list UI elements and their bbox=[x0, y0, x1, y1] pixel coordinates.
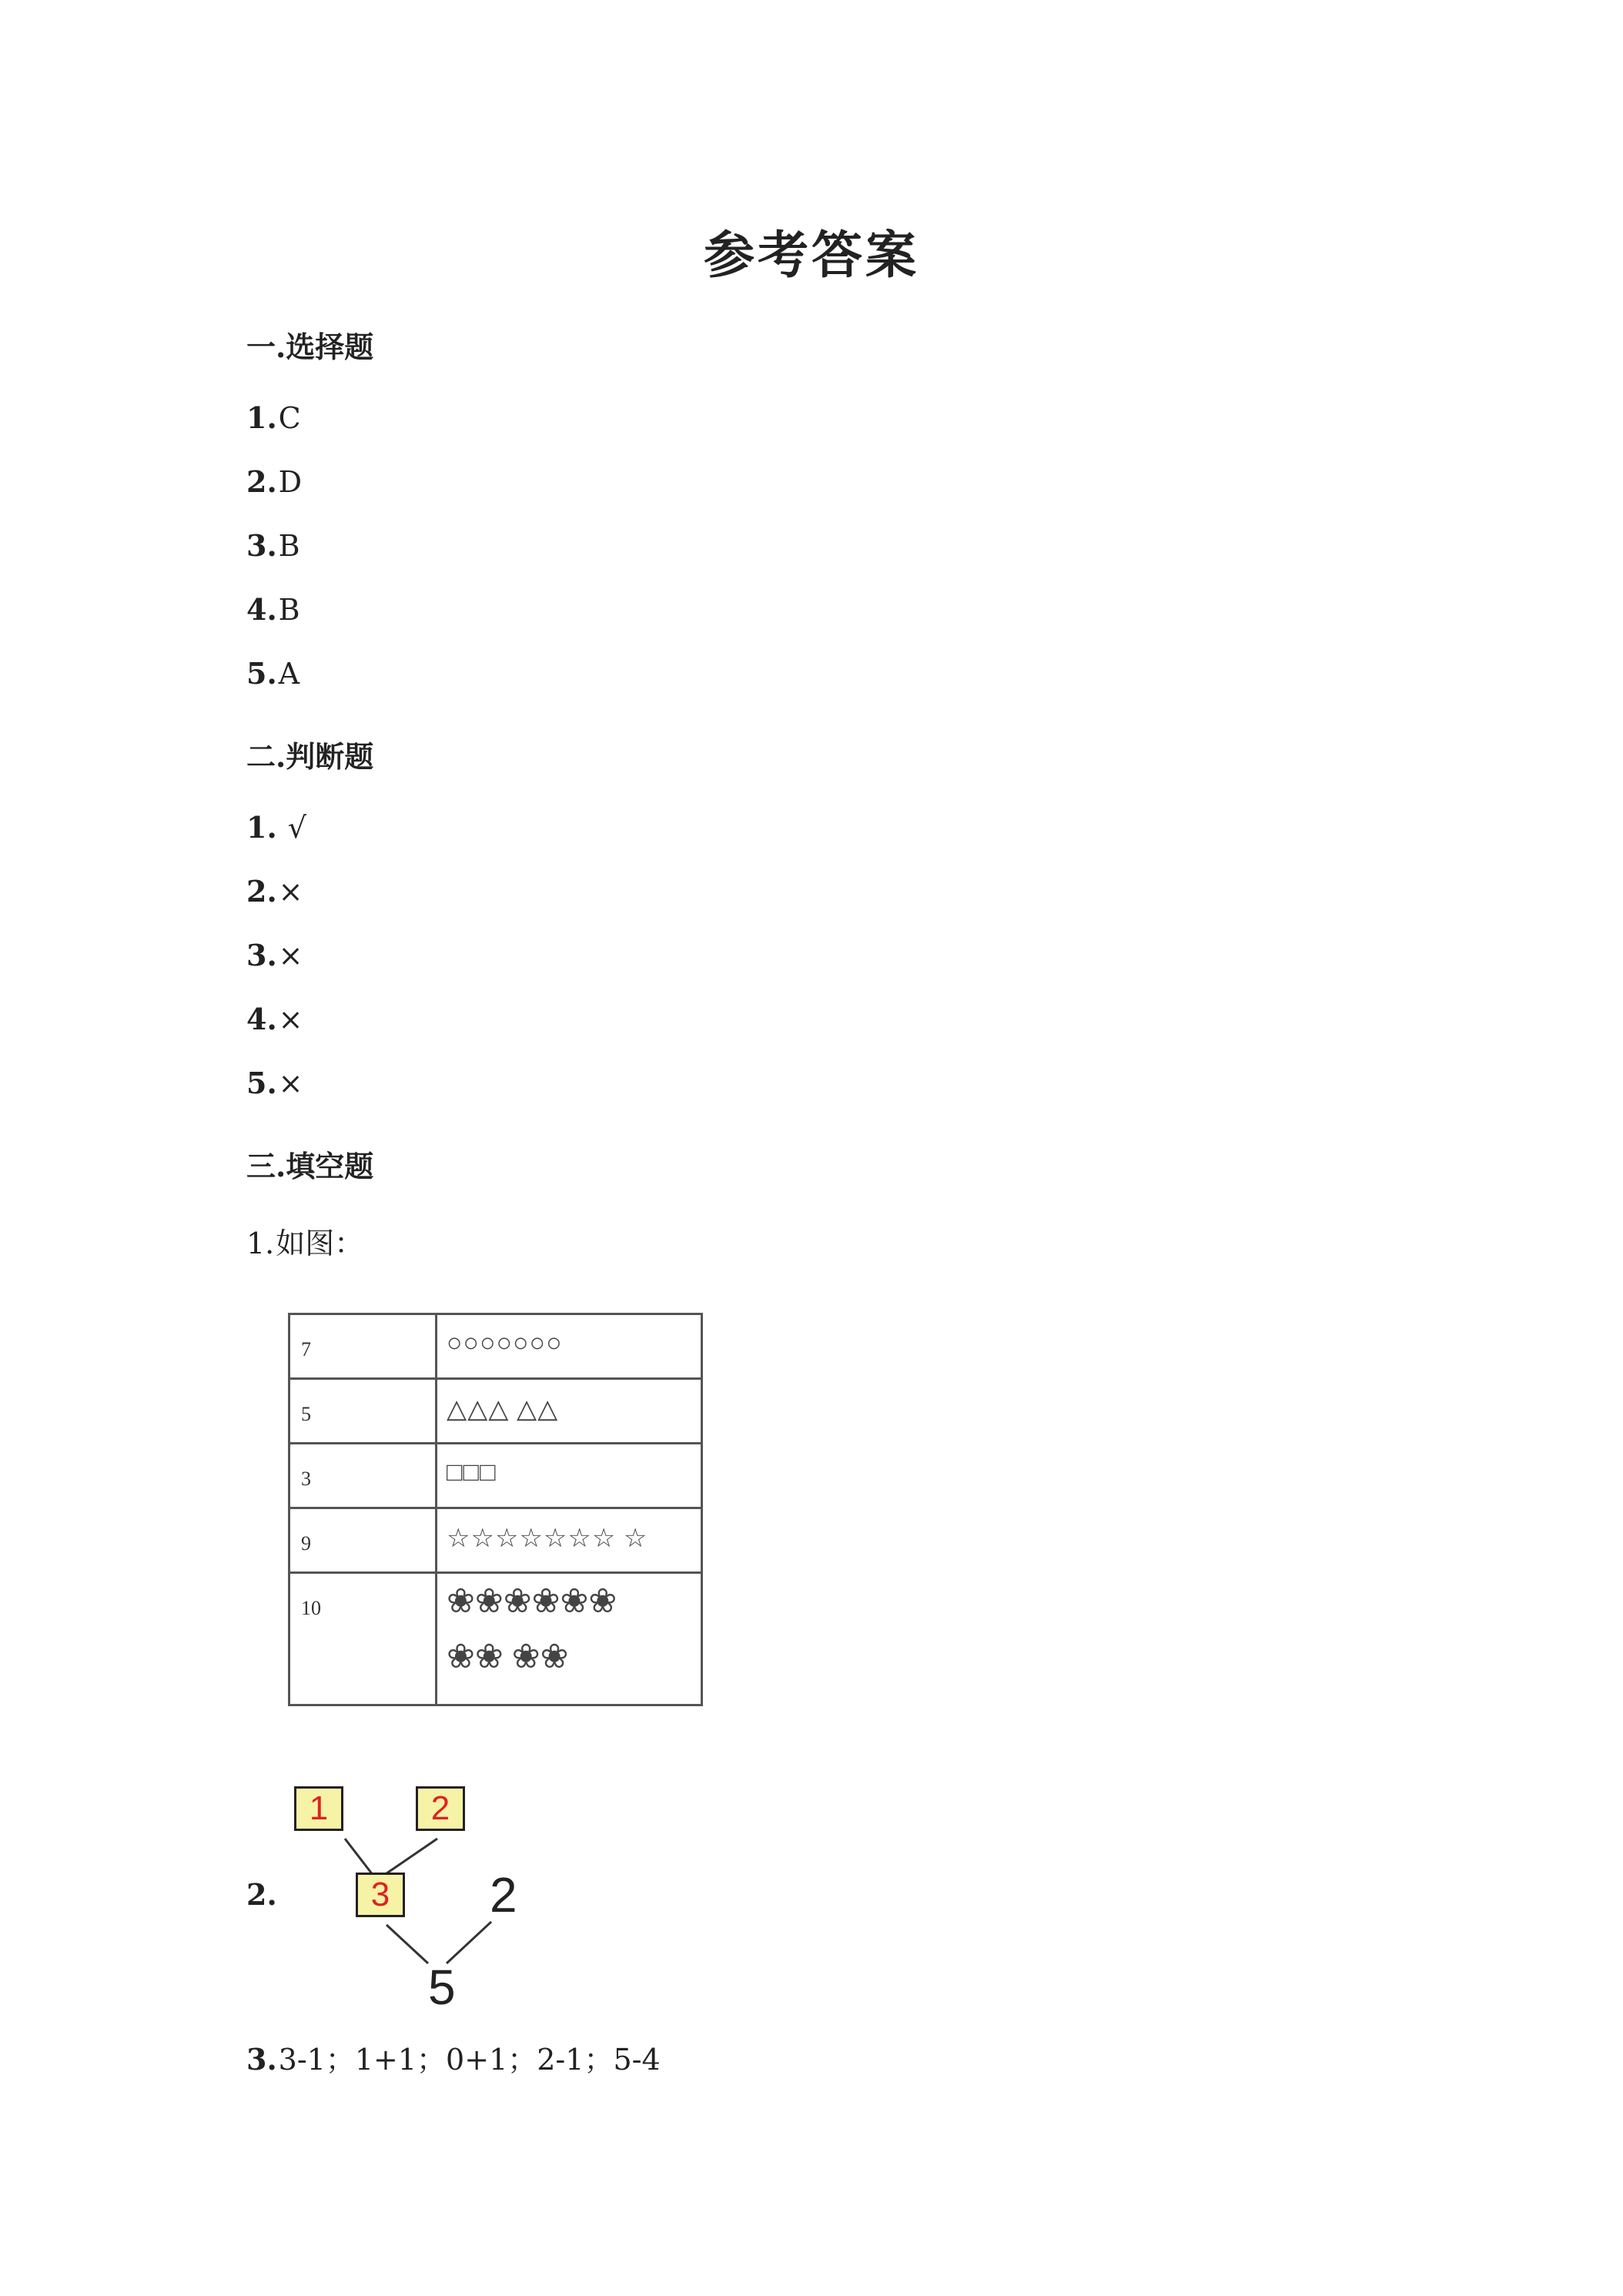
table-cell-count: 7 bbox=[289, 1314, 437, 1379]
tree-number-5: 5 bbox=[428, 1960, 456, 2015]
answer-number: 3. bbox=[246, 938, 277, 972]
answer-value: × bbox=[278, 939, 303, 972]
tree-box-3: 3 bbox=[356, 1873, 405, 1917]
flower-line-1: ❀❀❀❀❀❀ bbox=[447, 1582, 617, 1620]
table-cell-shapes: ☆☆☆☆☆☆☆ ☆ bbox=[437, 1508, 702, 1573]
answer-1-4 bbox=[246, 592, 300, 627]
table-cell-count: 5 bbox=[289, 1379, 437, 1444]
section-heading-fill: 三.填空题 bbox=[246, 1149, 374, 1183]
table-row bbox=[289, 1444, 702, 1508]
answer-value: × bbox=[278, 875, 303, 909]
answer-value: A bbox=[278, 657, 300, 691]
answer-number: 2. bbox=[246, 874, 277, 909]
answer-value: B bbox=[278, 529, 300, 563]
answer-2-4 bbox=[246, 1002, 303, 1036]
table-row bbox=[289, 1379, 702, 1444]
tree-box-2: 2 bbox=[416, 1786, 465, 1831]
table-row bbox=[289, 1573, 702, 1705]
tree-box-1: 1 bbox=[294, 1786, 343, 1831]
answer-1-2 bbox=[246, 464, 302, 499]
answer-number: 4. bbox=[246, 592, 277, 627]
answer-number: 5. bbox=[246, 1066, 277, 1100]
answer-number: 3. bbox=[246, 2042, 277, 2077]
page-title: 参考答案 bbox=[704, 225, 919, 285]
answer-3-2 bbox=[246, 1877, 277, 1912]
table-row bbox=[289, 1314, 702, 1379]
table-cell-count: 10 bbox=[289, 1573, 437, 1705]
answer-2-1 bbox=[246, 810, 306, 845]
answer-3-3 bbox=[246, 2036, 661, 2078]
answer-number: 1. bbox=[246, 400, 277, 435]
section-heading-choice: 一.选择题 bbox=[246, 330, 374, 364]
answer-value: 如图： bbox=[276, 1227, 364, 1260]
table-cell-count: 9 bbox=[289, 1508, 437, 1573]
answer-2-2 bbox=[246, 874, 303, 909]
answer-value: B bbox=[278, 593, 300, 627]
answer-number: 3. bbox=[246, 528, 277, 563]
answer-number: 2. bbox=[246, 1877, 277, 1912]
figure-table bbox=[288, 1313, 703, 1706]
answer-value: C bbox=[278, 401, 301, 435]
answer-number: 4. bbox=[246, 1002, 277, 1036]
table-cell-shapes bbox=[437, 1573, 702, 1705]
table-cell-count: 3 bbox=[289, 1444, 437, 1508]
answer-number: 1. bbox=[246, 1227, 275, 1260]
answer-2-3 bbox=[246, 938, 303, 972]
answer-value: √ bbox=[278, 811, 306, 845]
answer-1-1 bbox=[246, 400, 301, 435]
tree-number-2: 2 bbox=[490, 1867, 517, 1923]
answer-value: × bbox=[278, 1002, 303, 1036]
answer-value: 3-1；1+1；0+1；2-1；5-4 bbox=[278, 2043, 661, 2077]
answer-value: × bbox=[278, 1066, 303, 1100]
answer-number: 5. bbox=[246, 656, 277, 691]
table-cell-shapes: □□□ bbox=[437, 1444, 702, 1508]
table-cell-shapes: △△△ △△ bbox=[437, 1379, 702, 1444]
table-cell-shapes: ○○○○○○○ bbox=[437, 1314, 702, 1379]
flower-line-2: ❀❀ ❀❀ bbox=[447, 1638, 569, 1675]
answer-number: 2. bbox=[246, 464, 277, 499]
answer-1-5 bbox=[246, 656, 300, 691]
answer-value: D bbox=[278, 465, 303, 499]
table-row bbox=[289, 1508, 702, 1573]
section-heading-judge: 二.判断题 bbox=[246, 739, 374, 774]
answer-2-5 bbox=[246, 1066, 303, 1100]
answer-1-3 bbox=[246, 528, 300, 563]
answer-3-1 bbox=[246, 1220, 363, 1262]
answer-number: 1. bbox=[246, 810, 277, 845]
